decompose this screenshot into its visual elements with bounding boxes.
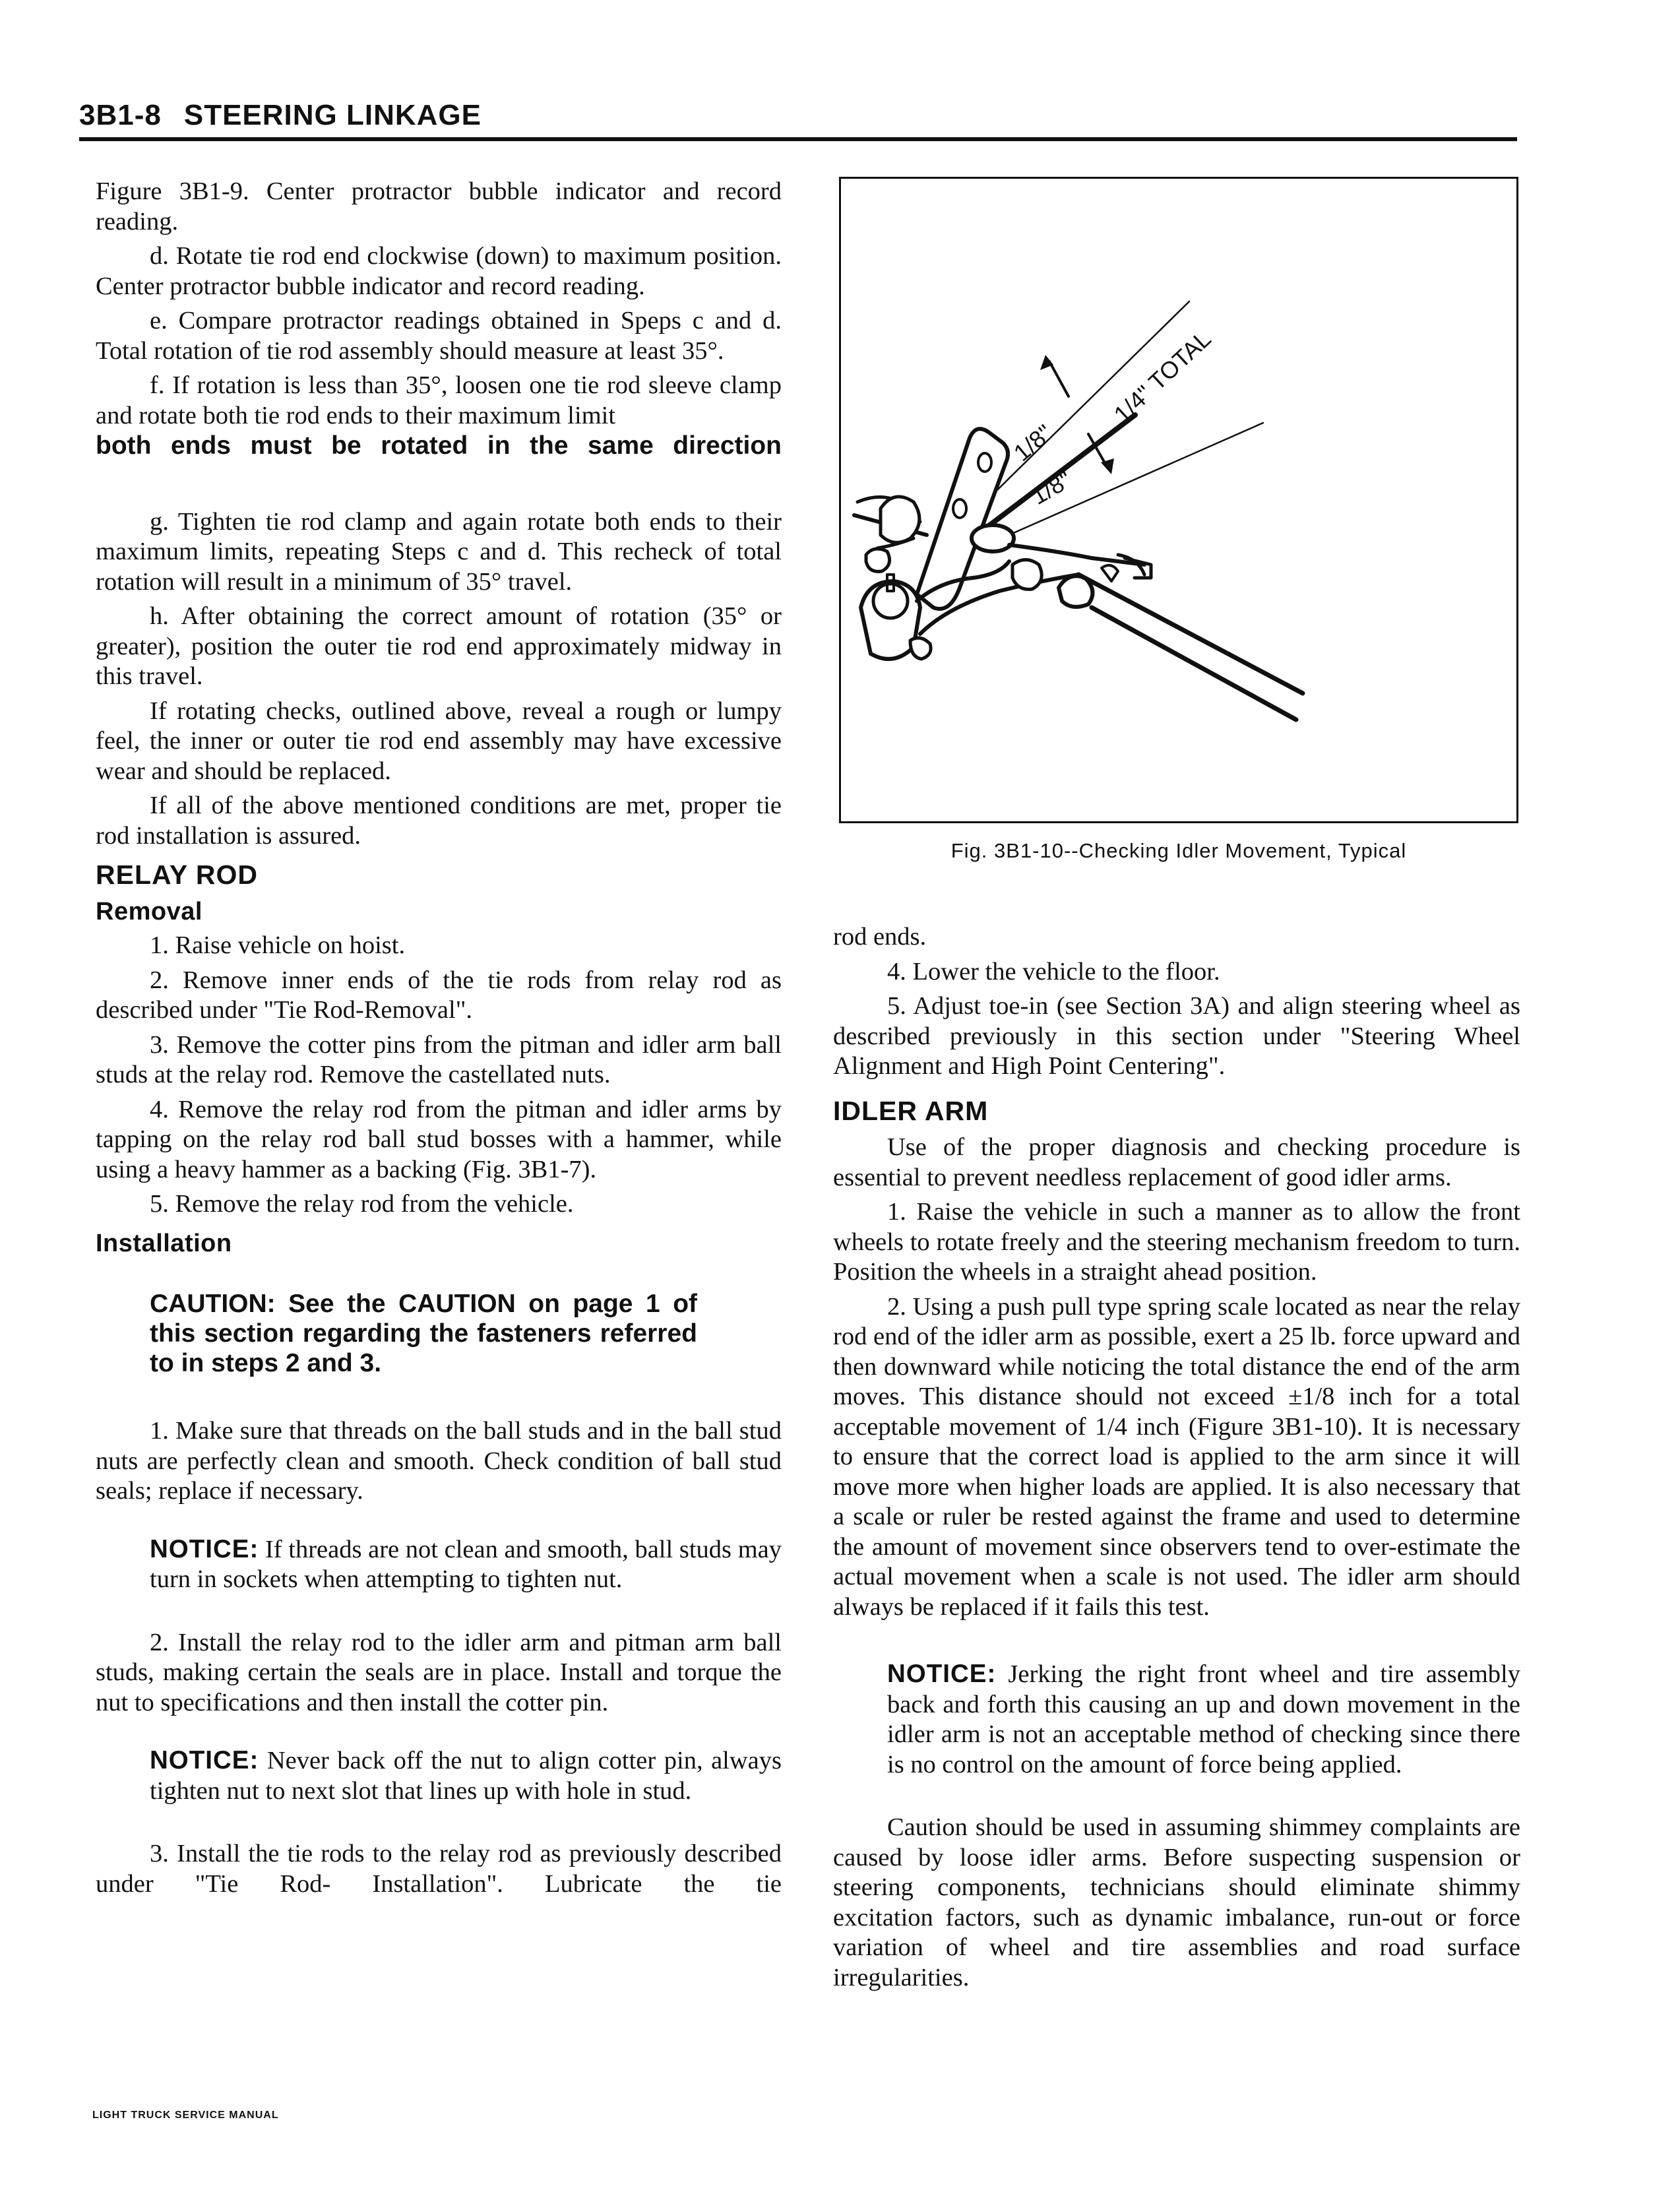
removal-step-3: 3. Remove the cotter pins from the pitman and idler arm ball studs at the relay rod. Remove the castellated nuts. <box>96 1030 782 1088</box>
paragraph-assured: If all of the above mentioned conditions are met, proper tie rod installation is assured. <box>96 792 782 850</box>
idler-arm-illustration <box>841 179 1516 821</box>
step-f-emphasis: both ends must be rotated in the same direction <box>96 431 782 460</box>
running-head <box>79 99 1517 132</box>
idler-step-1: 1. Raise the vehicle in such a manner as to allow the front wheels to rotate freely and the steering mechanism freedom to turn. Position the wheels in a straight ahead position. <box>833 1198 1520 1286</box>
heading-idler-arm: IDLER ARM <box>833 1095 989 1126</box>
heading-installation: Installation <box>96 1229 232 1257</box>
install-step-2: 2. Install the relay rod to the idler arm and pitman arm ball studs, making certain the seals are in place. Install and torque the nut to specifications and then install the cotter pin. <box>96 1628 782 1716</box>
heading-removal: Removal <box>96 897 202 925</box>
paragraph-rod-ends: rod ends. <box>833 923 927 951</box>
header-rule <box>79 137 1517 141</box>
step-g: g. Tighten tie rod clamp and again rotate both ends to their maximum limits, repeating Steps c and d. This recheck of total rotation will result in a minimum of 35° travel. <box>96 507 782 596</box>
install-step-4: 4. Lower the vehicle to the floor. <box>887 957 1220 986</box>
notice-jerking <box>887 1659 1520 1780</box>
figure-3b1-10 <box>839 177 1518 823</box>
notice-text: Jerking the right front wheel and tire assembly back and forth this causing an up and down movement in the idler arm is not an acceptable method of checking since there is no control on the amount of force being applied. <box>887 1660 1521 1778</box>
removal-step-5: 5. Remove the relay rod from the vehicle. <box>150 1190 574 1218</box>
step-e: e. Compare protractor readings obtained in Speps c and d. Total rotation of tie rod assembly should measure at least 35°. <box>96 307 782 365</box>
notice-cotter-pin <box>150 1745 782 1806</box>
label-upper-eighth: 1/8" <box>1008 419 1058 467</box>
heading-relay-rod: RELAY ROD <box>96 860 258 890</box>
caution-box: CAUTION: See the CAUTION on page 1 of this section regarding the fasteners referred to in steps 2 and 3. <box>150 1290 697 1377</box>
section-title: STEERING LINKAGE <box>183 99 482 131</box>
paragraph-rough-feel: If rotating checks, outlined above, reveal a rough or lumpy feel, the inner or outer tie rod end assembly may have excessive wear and should be replaced. <box>96 697 782 785</box>
step-d: d. Rotate tie rod end clockwise (down) to maximum position. Center protractor bubble indicator and record reading. <box>96 242 782 300</box>
notice-label: NOTICE: <box>887 1660 997 1688</box>
install-step-3: 3. Install the tie rods to the relay rod as previously described under "Tie Rod- Installation". Lubricate the tie <box>96 1840 782 1898</box>
label-total: 1/4" TOTAL <box>1108 325 1216 428</box>
notice-text: Never back off the nut to align cotter pin, always tighten nut to next slot that lines up with hole in stud. <box>150 1747 782 1805</box>
paragraph-fig9: Figure 3B1-9. Center protractor bubble indicator and record reading. <box>96 177 782 235</box>
notice-label: NOTICE: <box>150 1534 259 1563</box>
page-header <box>79 99 1517 132</box>
section-code: 3B1-8 <box>79 99 162 131</box>
notice-threads <box>150 1534 782 1595</box>
idler-intro: Use of the proper diagnosis and checking procedure is essential to prevent needless replacement of good idler arms. <box>833 1133 1520 1191</box>
install-step-5: 5. Adjust toe-in (see Section 3A) and align steering wheel as described previously in this section under "Steering Wheel Alignment and High Point Centering". <box>833 992 1520 1080</box>
removal-step-1: 1. Raise vehicle on hoist. <box>150 931 406 959</box>
install-step-1: 1. Make sure that threads on the ball studs and in the ball stud nuts are perfectly clean and smooth. Check condition of ball stud seals; replace if necessary. <box>96 1417 782 1505</box>
step-f: f. If rotation is less than 35°, loosen one tie rod sleeve clamp and rotate both tie rod ends to their maximum limit <box>96 371 782 429</box>
right-column <box>833 922 1520 1997</box>
left-column <box>96 177 782 1904</box>
idler-step-2: 2. Using a push pull type spring scale located as near the relay rod end of the idler arm as possible, exert a 25 lb. force upward and then downward while noticing the total distance the end of the arm moves. This distance should not exceed ±1/8 inch for a total acceptable movement of 1/4 inch (Figure 3B1-10). It is necessary to ensure that the correct load is applied to the arm since it will move more when higher loads are applied. It is also necessary that a scale or ruler be rested against the frame and used to determine the amount of movement since observers tend to over-estimate the actual movement when a scale is not used. The idler arm should always be replaced if it fails this test. <box>833 1292 1520 1621</box>
caution-shimmy-paragraph: Caution should be used in assuming shimmey complaints are caused by loose idler arms. Before suspecting suspension or steering components, technicians should eliminate shimmy excitation factors, such as dynamic imbalance, run-out or force variation of wheel and tire assemblies and road surface irregularities. <box>833 1813 1520 1991</box>
figure-caption: Fig. 3B1-10--Checking Idler Movement, Typical <box>950 839 1407 862</box>
footer-manual-title: LIGHT TRUCK SERVICE MANUAL <box>92 2110 279 2121</box>
notice-text: If threads are not clean and smooth, ball studs may turn in sockets when attempting to tighten nut. <box>150 1535 782 1593</box>
step-h: h. After obtaining the correct amount of rotation (35° or greater), position the outer tie rod end approximately midway in this travel. <box>96 602 782 690</box>
label-lower-eighth: 1/8" <box>1026 466 1076 510</box>
upper-limit-line <box>972 301 1189 515</box>
removal-step-4: 4. Remove the relay rod from the pitman and idler arms by tapping on the relay rod ball stud bosses with a hammer, while using a heavy hammer as a backing (Fig. 3B1-7). <box>96 1095 782 1183</box>
notice-label: NOTICE: <box>150 1746 259 1774</box>
removal-step-2: 2. Remove inner ends of the tie rods from relay rod as described under "Tie Rod-Removal". <box>96 966 782 1024</box>
